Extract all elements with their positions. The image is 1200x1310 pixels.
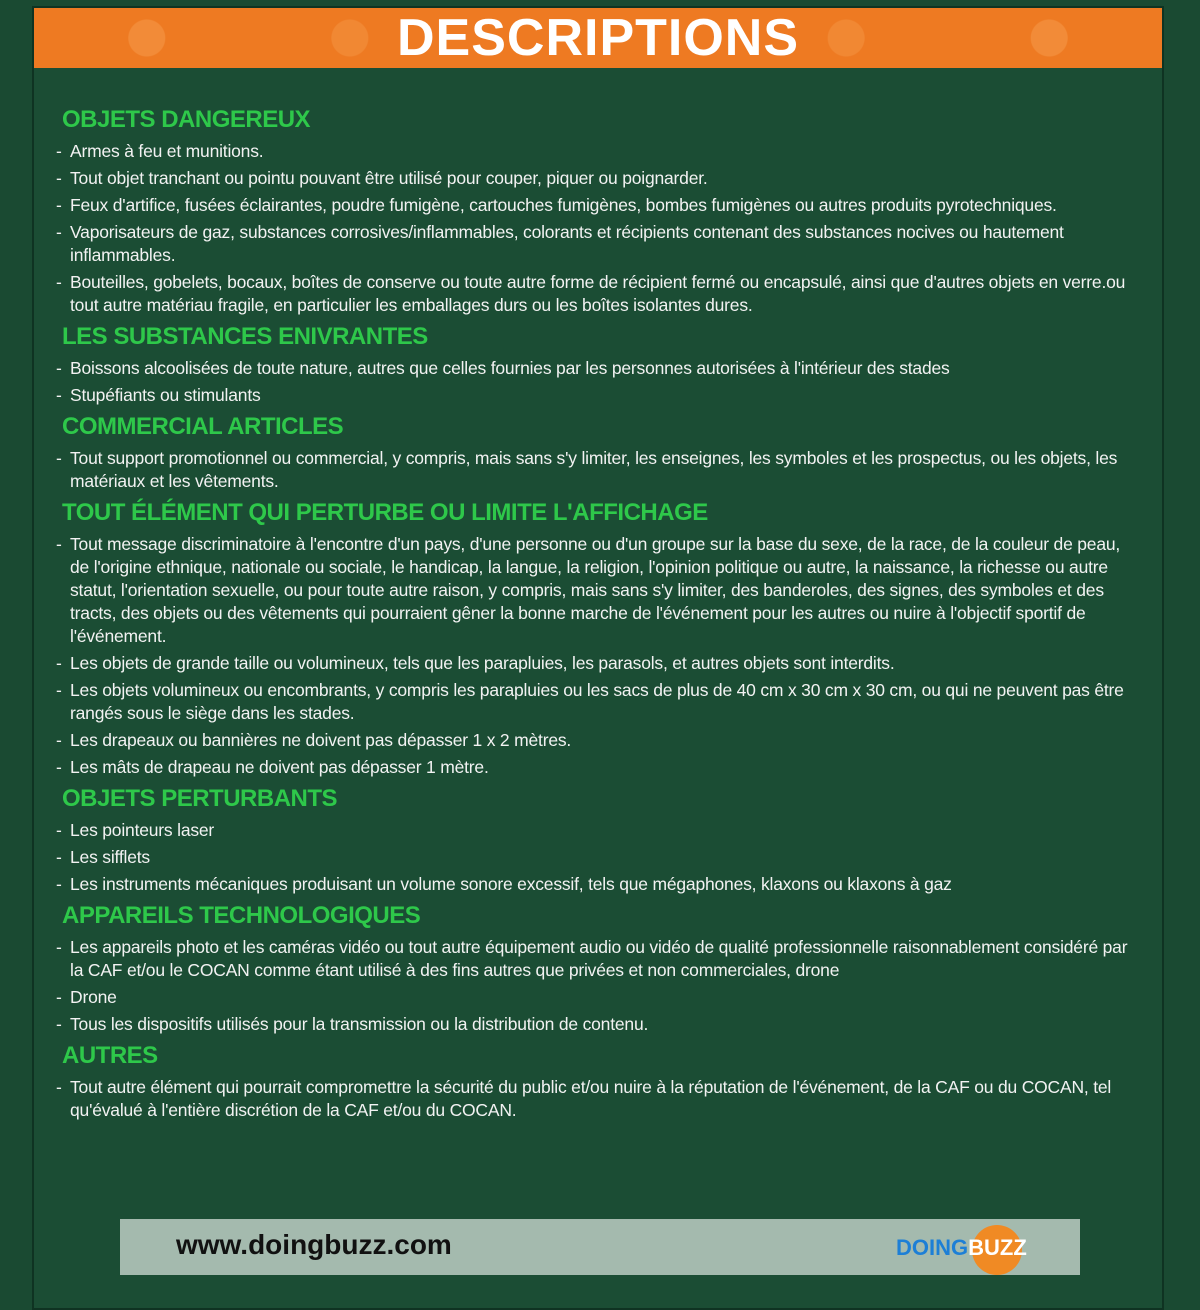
list-item: - Les pointeurs laser — [52, 819, 1142, 842]
list-item: - Les sifflets — [52, 846, 1142, 869]
list-item: - Boissons alcoolisées de toute nature, autres que celles fournies par les personnes autorisées à l'intérieur des stades — [52, 357, 1142, 380]
section-objets-perturbants — [52, 785, 1142, 896]
poster-frame — [32, 6, 1164, 1310]
list-item: - Tout support promotionnel ou commercial, y compris, mais sans s'y limiter, les enseignes, les symboles et les prospectus, ou les objets, les matériaux et les vêtements. — [52, 447, 1142, 493]
page-title: DESCRIPTIONS — [396, 9, 800, 67]
list-item: - Les mâts de drapeau ne doivent pas dépasser 1 mètre. — [52, 756, 1142, 779]
section-heading: APPAREILS TECHNOLOGIQUES — [62, 902, 421, 929]
list-item: - Les instruments mécaniques produisant un volume sonore excessif, tels que mégaphones, klaxons ou klaxons à gaz — [52, 873, 1142, 896]
section-heading: LES SUBSTANCES ENIVRANTES — [62, 323, 428, 350]
list-item: - Tout objet tranchant ou pointu pouvant être utilisé pour couper, piquer ou poignarder. — [52, 167, 1142, 190]
logo-suffix: BUZZ — [968, 1235, 1027, 1260]
section-autres — [52, 1042, 1142, 1122]
logo-prefix: DOING — [896, 1235, 969, 1260]
list-item: - Les drapeaux ou bannières ne doivent pas dépasser 1 x 2 mètres. — [52, 729, 1142, 752]
logo-text — [896, 1235, 1027, 1261]
list-item: - Tout message discriminatoire à l'encontre d'un pays, d'une personne ou d'un groupe sur la base du sexe, de la race, de la couleur de peau, de l'origine ethnique, nationale ou sociale, le handicap, la langue, la religion, l'opinion politique ou autre, la naissance, la richesse ou autre statut, l'orientation sexuelle, ou pour toute autre raison, y compris, mais sans s'y limiter, des banderoles, des signes, des symboles et des tracts, des objets ou des vêtements qui pourraient gêner la bonne marche de l'événement pour les autres ou nuire à l'objectif sportif de l'événement. — [52, 533, 1142, 648]
section-substances-enivrantes — [52, 323, 1142, 407]
section-heading: OBJETS PERTURBANTS — [62, 785, 338, 812]
list-item: - Bouteilles, gobelets, bocaux, boîtes de conserve ou toute autre forme de récipient fermé ou encapsulé, ainsi que d'autres objets en verre.ou tout autre matériau fragile, en particulier les emballages durs ou les boîtes isolantes dures. — [52, 271, 1142, 317]
section-heading: AUTRES — [62, 1042, 158, 1069]
list-item: - Les objets volumineux ou encombrants, y compris les parapluies ou les sacs de plus de 40 cm x 30 cm x 30 cm, ou qui ne peuvent pas être rangés sous le siège dans les stades. — [52, 679, 1142, 725]
watermark-url: www.doingbuzz.com — [176, 1229, 452, 1260]
section-commercial-articles — [52, 413, 1142, 493]
section-objets-dangereux — [52, 106, 1142, 317]
section-heading: OBJETS DANGEREUX — [62, 106, 311, 133]
section-affichage — [52, 499, 1142, 779]
content-area — [52, 100, 1142, 1128]
section-heading: COMMERCIAL ARTICLES — [62, 413, 344, 440]
list-item: - Les objets de grande taille ou volumineux, tels que les parapluies, les parasols, et autres objets sont interdits. — [52, 652, 1142, 675]
list-item: - Armes à feu et munitions. — [52, 140, 1142, 163]
list-item: - Drone — [52, 986, 1142, 1009]
list-item: - Vaporisateurs de gaz, substances corrosives/inflammables, colorants et récipients contenant des substances nocives ou hautement inflammables. — [52, 221, 1142, 267]
list-item: - Tous les dispositifs utilisés pour la transmission ou la distribution de contenu. — [52, 1013, 1142, 1036]
list-item: - Feux d'artifice, fusées éclairantes, poudre fumigène, cartouches fumigènes, bombes fumigènes ou autres produits pyrotechniques. — [52, 194, 1142, 217]
doingbuzz-logo — [896, 1225, 1066, 1269]
section-appareils-technologiques — [52, 902, 1142, 1036]
section-heading: TOUT ÉLÉMENT QUI PERTURBE OU LIMITE L'AFFICHAGE — [62, 499, 708, 526]
list-item: - Tout autre élément qui pourrait compromettre la sécurité du public et/ou nuire à la réputation de l'événement, de la CAF ou du COCAN, tel qu'évalué à l'entière discrétion de la CAF et/ou du COCAN. — [52, 1076, 1142, 1122]
watermark-bar — [120, 1219, 1080, 1275]
title-banner — [34, 8, 1162, 68]
list-item: - Les appareils photo et les caméras vidéo ou tout autre équipement audio ou vidéo de qualité professionnelle raisonnablement considéré par la CAF et/ou le COCAN comme étant utilisé à des fins autres que privées et non commerciales, drone — [52, 936, 1142, 982]
list-item: - Stupéfiants ou stimulants — [52, 384, 1142, 407]
